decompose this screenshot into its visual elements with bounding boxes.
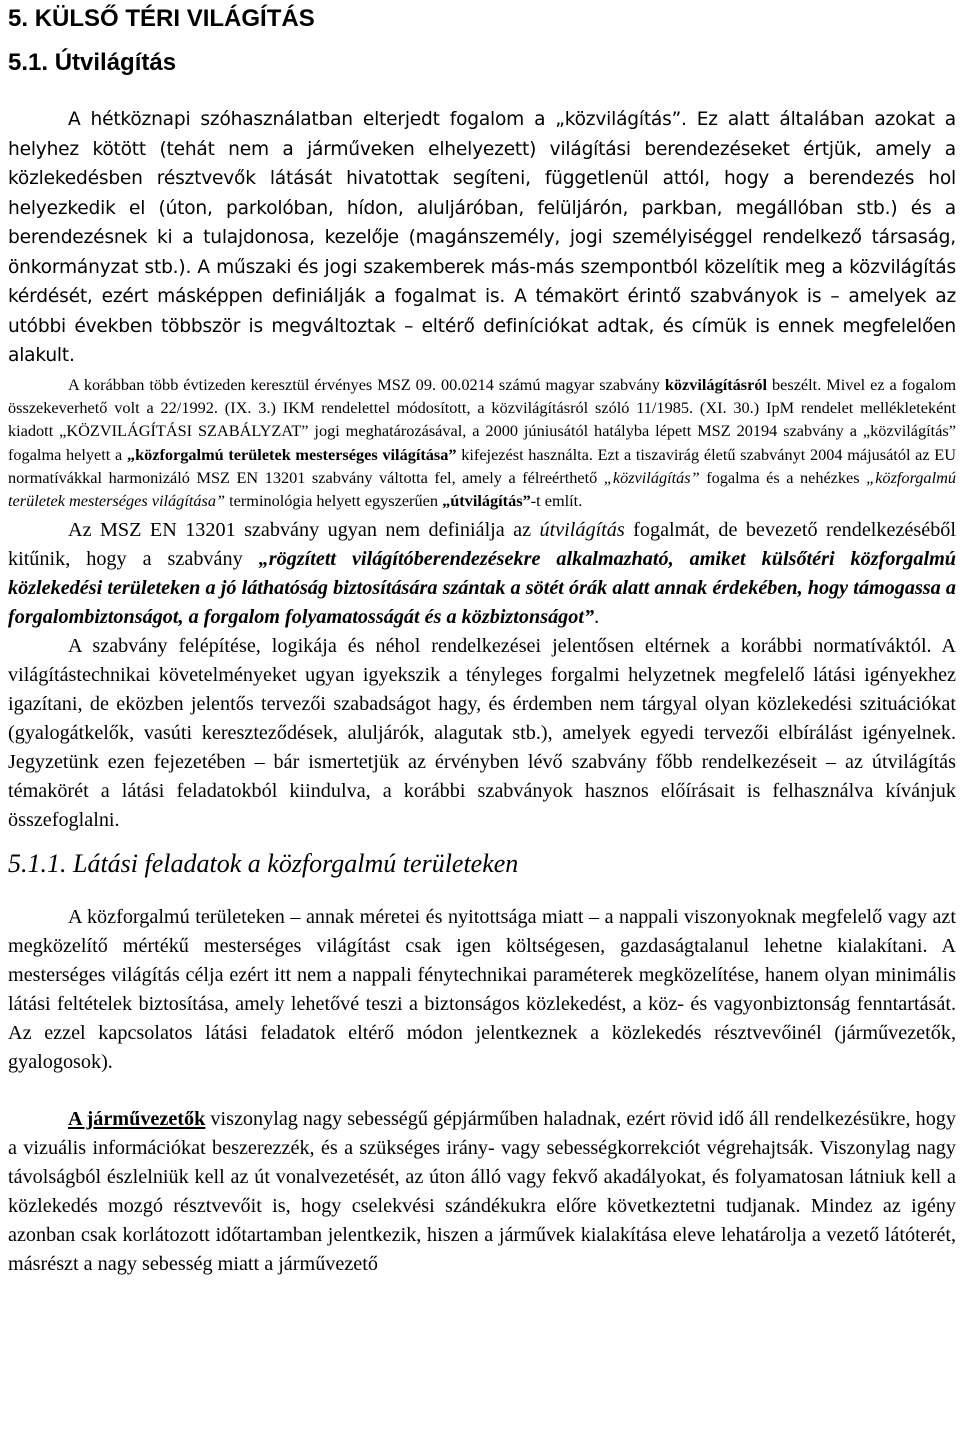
chapter-heading	[8, 4, 315, 34]
standards-paragraph	[8, 373, 956, 512]
drivers-paragraph	[8, 1105, 956, 1279]
standard-quote: „rögzített világítóberendezésekre alkalmazható, amiket külsőtéri közforgalmú közlekedési területeken a jó láthatóság biztosítására szántak a sötét órák alatt annak érdekében, hogy támogassa a forgalombiztonságot, a forgalom folyamatosságát és a közbiztonságot”	[8, 548, 956, 628]
visual-tasks-paragraph: A közforgalmú területeken – annak méretei és nyitottsága miatt – a nappali viszonyoknak megfelelő vagy azt megközelítő mértékű mesterséges világítást csak igen költségesen, gazdaságtalanul lehetne kialakítani. A mesterséges világítás célja ezért itt nem a nappali fénytechnikai paraméterek megközelítése, hanem olyan minimális látási feltételek biztosítása, amely lehetővé teszi a biztonságos közlekedést, a köz- és vagyonbiztonság fenntartását. Az ezzel kapcsolatos látási feladatok eltérő módon jelentkeznek a közlekedés résztvevőinél (járművezetők, gyalogosok).	[8, 906, 956, 1073]
subsection-heading: 5.1.1. Látási feladatok a közforgalmú területeken	[8, 849, 519, 878]
section-heading: 5.1. Útvilágítás	[8, 49, 177, 76]
text: A korábban több évtizeden keresztül érvényes MSZ 09. 00.0214 számú magyar szabvány	[68, 375, 665, 394]
text: beszélt. Mivel ez a fogalom összekeverhető volt a 22/1992. (IX. 3.) IKM rendelettel módosított, a közvilágításról szóló 11/1985. (XI. 30.) IpM rendelet mellékleteként kiadott „KÖZVILÁGÍTÁSI SZABÁLYZAT” jogi meghatározásával, a 2000 júniusától hatályba lépett MSZ 20194 szabvány a „közvilágítás” fogalma helyett a	[8, 375, 956, 464]
text: viszonylag nagy sebességű gépjárműben haladnak, ezért rövid idő áll rendelkezésükre, hogy a vizuális információkat beszerezzék, és a szükséges irány- vagy sebességkorrekciót végrehajtsák. Viszonylag nagy távolságból észlelniük kell az út vonalvezetését, az úton álló vagy fekvő akadályokat, és folyamatosan látniuk kell a közlekedés mozgó résztvevőit is, hogy cselekvési szándékukra előre következtetni tudjanak. Mindez az igény azonban csak korlátozott időtartamban jelentkezik, hiszen a járművek kialakítása eleve lehatárolja a vezető látóterét, másrészt a nagy sebesség miatt a járművezető	[8, 1108, 956, 1275]
text: fogalmát, de bevezető rendelkezéséből kitűnik, hogy a szabvány	[8, 519, 957, 570]
chapter-title: ÜLSŐ TÉRI VILÁGÍTÁS	[52, 5, 315, 32]
text: Az MSZ EN 13201 szabvány ugyan nem definiálja az	[68, 519, 540, 541]
text: -t említ.	[530, 491, 583, 511]
drivers-label: A járművezetők	[68, 1108, 206, 1130]
term-kozforgalmu: „közforgalmú területek mesterséges világítása”	[126, 444, 457, 464]
standard-structure-paragraph: A szabvány felépítése, logikája és néhol rendelkezései jelentősen eltérnek a korábbi normatíváktól. A világítástechnikai követelményeket ugyan igyekszik a tényleges forgalmi helyzetnek megfelelő látási igényekhez igazítani, de eközben jelentős tervezői szabadságot hagy, és érdemben nem tárgyal olyan közlekedési szituációkat (gyalogátkelők, vasúti kereszteződések, aluljárók, alagutak stb.), amelyek egyedi tervezői elbírálást igényelnek. Jegyzetünk ezen fejezetében – bár ismertetjük az érvényben lévő szabvány főbb rendelkezéseit – az útvilágítás témakörét a látási feladatokból kiindulva, a korábbi szabványok hasznos előírásait is felhasználva kívánjuk összefoglalni.	[8, 635, 956, 831]
text: kifejezést használta. Ezt a tiszavirág életű szabványt 2004 májusától az EU normatívákkal harmonizáló MSZ EN 13201 szabvány váltotta fel, amely a félreérthető	[8, 444, 957, 487]
italic-term: „közvilágítás”	[603, 467, 700, 487]
definition-paragraph	[8, 516, 956, 632]
chapter-title-initial: K	[34, 5, 53, 32]
term-utvilagitas: „útvilágítás”	[442, 491, 531, 511]
text: fogalma és a nehézkes	[699, 467, 867, 487]
italic-term: „közforgalmú területek mesterséges világítása”	[8, 467, 956, 511]
chapter-number: 5.	[8, 5, 29, 32]
text: .	[594, 606, 600, 628]
text: terminológia helyett egyszerűen	[225, 491, 443, 511]
term-kozvilagitas: közvilágításról	[664, 375, 768, 394]
intro-paragraph: A hétköznapi szóhasználatban elterjedt fogalom a „közvilágítás”. Ez alatt általában azokat a helyhez kötött (tehát nem a járműveken elhelyezett) világítási berendezéseket értjük, amely a közlekedésben résztvevők látását hivatottak segíteni, függetlenül attól, hogy a berendezés hol helyezkedik el (úton, parkolóban, hídon, aluljáróban, felüljárón, parkban, megállóban stb.) és a berendezésnek ki a tulajdonosa, kezelője (magánszemély, jogi személyiséggel rendelkező társaság, önkormányzat stb.). A műszaki és jogi szakemberek más-más szempontból közelítik meg a közvilágítás kérdését, ezért másképpen definiálják a fogalmat is. A témakört érintő szabványok is – amelyek az utóbbi években többször is megváltoztak – eltérő definíciókat adtak, és címük is ennek megfelelően alakult.	[8, 109, 956, 366]
italic-term: útvilágítás	[539, 519, 625, 541]
